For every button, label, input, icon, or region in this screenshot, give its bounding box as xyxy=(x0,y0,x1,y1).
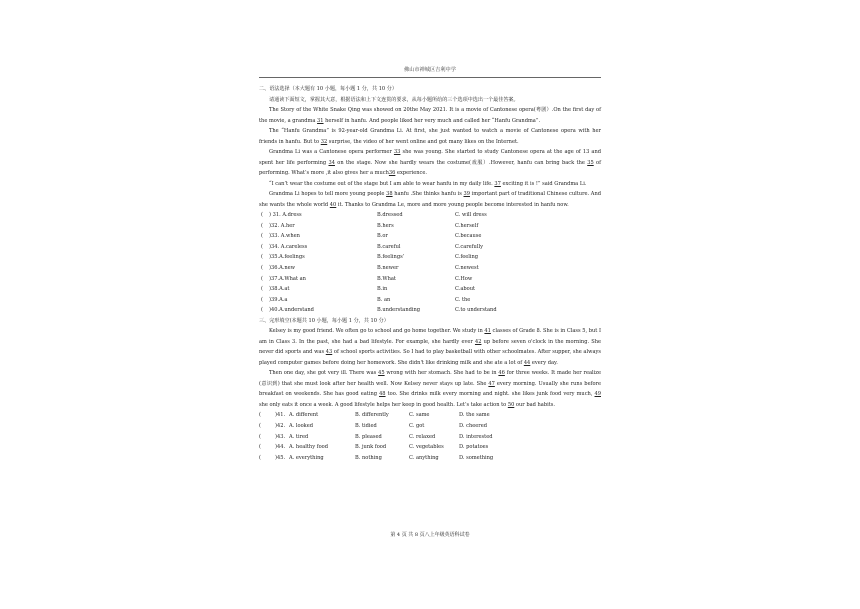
blank-number: 36 xyxy=(388,170,396,176)
passage-text: Kelsey is my good friend. We often go to school and go home together. We study in xyxy=(269,328,485,335)
option-num: )32. A.her xyxy=(269,222,295,229)
option-num: )39.A.a xyxy=(269,296,288,303)
blank-number: 42 xyxy=(474,338,482,345)
passage-text: wrong with her stomach. She had to be in xyxy=(384,370,499,377)
section-title: 三、完形填空(本题共 10 小题，每小题 1 分，共 10 分） xyxy=(259,317,389,324)
answer-paren: ( xyxy=(261,264,263,271)
answer-paren: ( xyxy=(259,444,261,451)
option-c: C. the xyxy=(455,296,471,303)
option-a: A. everything xyxy=(289,454,324,461)
option-c: C.to understand xyxy=(455,307,497,314)
passage-text: up before seven o'clock in the morning. She never did sports and was xyxy=(259,338,602,356)
passage-text: The Story of the White Snake Qing was showed on 20the May 2021. It is a movie of Cantonese opera(粤剧）.On the first day of the movie, a grandma xyxy=(259,107,601,124)
section-instruction: 请通读下面短文，掌握其大意，根据语法和上下文连贯的要求，从每小题所给的三个选项中选出一个最佳答案。 xyxy=(269,96,519,103)
passage-text: classes of Grade 8. She is in Class 5, but I am in Class 3. In the past, she had a bad lifestyle. For example, she hardly ever xyxy=(259,328,601,345)
blank-number: 31 xyxy=(317,117,324,124)
option-c: C. vegetables xyxy=(409,444,444,451)
passage-text: every day. xyxy=(530,359,558,366)
paragraph xyxy=(259,147,601,179)
option-c: C. will dress xyxy=(455,212,487,218)
section-title: 二、语法选择（本大题有 10 小题，每小题 1 分，共 10 分） xyxy=(259,86,397,92)
answer-paren: ( xyxy=(259,433,261,440)
option-c: C.carefully xyxy=(455,243,483,250)
exam-page xyxy=(259,60,601,549)
option-b: B. an xyxy=(377,296,391,303)
passage-text: important part of traditional Chinese culture. And she wants the whole world xyxy=(259,191,602,208)
page-footer: 第 4 页 共 8 页八上年级英语科试卷 xyxy=(390,532,470,538)
option-row xyxy=(259,410,601,421)
option-b: B.dressed xyxy=(377,212,403,218)
option-num: )36.A.new xyxy=(269,264,296,271)
option-c: C.How xyxy=(455,275,473,282)
option-b: B.What xyxy=(377,275,396,282)
answer-paren: ( xyxy=(261,243,263,250)
blank-number: 39 xyxy=(463,191,470,197)
blank-number: 46 xyxy=(498,370,505,377)
passage-text: she was young. She started to study Cantonese opera at the age of 13 and spent her life performing xyxy=(259,149,601,166)
answer-paren: ( xyxy=(261,233,263,240)
option-c: C.about xyxy=(455,286,476,293)
blank-number: 37 xyxy=(494,180,501,187)
option-num: )42. xyxy=(275,423,286,430)
option-c: C. relaxed xyxy=(409,433,436,440)
passage-text: she only eats it once a week. A good lifestyle helps her keep in good health. Let’s take action to xyxy=(259,401,508,408)
option-row xyxy=(259,210,601,221)
passage-text: “I can’t wear the costume out of the stage but I am able to wear hanfu in my daily life. xyxy=(269,180,495,187)
blank-number: 50 xyxy=(507,401,515,408)
blank-number: 48 xyxy=(379,391,386,398)
answer-paren: ( xyxy=(261,296,263,303)
blank-number: 32 xyxy=(320,138,328,145)
option-row xyxy=(259,231,601,242)
option-b: B.understanding xyxy=(377,307,421,314)
option-d: D. potatoes xyxy=(459,444,489,451)
passage-text: every morning. Usually she runs before breakfast on weekends. She has good eating xyxy=(259,380,601,398)
answer-paren: ( xyxy=(261,286,263,293)
option-a: A. healthy food xyxy=(289,444,328,451)
blank-number: 41 xyxy=(484,328,491,335)
option-row xyxy=(259,252,601,263)
passage xyxy=(259,105,601,210)
section-grammar xyxy=(259,84,601,316)
option-row xyxy=(259,295,601,306)
option-num: ) 31. A.dress xyxy=(269,212,302,218)
option-b: B.in xyxy=(377,286,388,293)
blank-number: 35 xyxy=(587,159,594,166)
page-header: 佛山市禅城区吉利中学 xyxy=(404,67,456,73)
passage-text: for three weeks. It made her realize (意识到) that she must look after her health well. Now Kelsey never stays up late. She xyxy=(259,370,601,387)
passage-text: hanfu .She thinks hanfu is xyxy=(392,191,464,197)
option-b: B.feelings’ xyxy=(377,254,405,261)
option-b: B.newer xyxy=(377,264,399,271)
answer-paren: ( xyxy=(259,454,261,461)
passage-text: on the stage. Now she hardly wears the costume(戏服）.However, hanfu can bring back the xyxy=(334,159,588,166)
passage xyxy=(259,326,601,410)
passage-text: herself in hanfu. And people liked her very much and called her “Hanfu Grandma”. xyxy=(323,117,541,124)
answer-paren: ( xyxy=(259,423,261,430)
option-num: )33. A.when xyxy=(269,233,300,240)
option-row xyxy=(259,242,601,253)
option-c: C. same xyxy=(409,412,430,419)
option-num: )45. xyxy=(275,454,286,461)
answer-paren: ( xyxy=(261,222,263,229)
option-d: D. something xyxy=(459,454,494,461)
option-c: C.herself xyxy=(455,222,479,229)
option-row xyxy=(259,263,601,274)
blank-number: 45 xyxy=(378,370,385,377)
option-b: B. differently xyxy=(355,412,389,419)
answer-paren: ( xyxy=(261,307,263,314)
header-divider xyxy=(259,77,601,78)
option-num: )43. xyxy=(275,433,286,440)
blank-number: 43 xyxy=(325,349,333,356)
passage-text: too. She drinks milk every morning and night. she likes junk food very much, xyxy=(385,391,595,398)
option-c: C.because xyxy=(455,233,482,240)
option-a: A. different xyxy=(289,412,319,419)
option-row xyxy=(259,442,601,453)
passage-text: of performing. What’s more ,it also gives her a much xyxy=(259,159,601,176)
option-row xyxy=(259,432,601,443)
option-c: C. got xyxy=(409,423,425,430)
option-row xyxy=(259,284,601,295)
paragraph xyxy=(259,179,601,190)
option-num: )38.A.at xyxy=(269,286,290,293)
paragraph xyxy=(259,189,601,210)
option-num: )41. xyxy=(275,412,286,419)
option-b: B.careful xyxy=(377,243,401,250)
option-d: D. cheered xyxy=(459,423,488,430)
option-b: B. tidied xyxy=(355,423,377,430)
passage-text: Then one day, she got very ill. There was xyxy=(269,370,379,377)
passage-text: surprise, the video of her went online and got many likes on the Internet. xyxy=(327,138,519,145)
answer-paren: ( xyxy=(259,412,261,419)
blank-number: 44 xyxy=(523,359,531,366)
option-a: A. tired xyxy=(289,433,309,440)
paragraph xyxy=(259,105,601,126)
option-row xyxy=(259,305,601,316)
answer-paren: ( xyxy=(261,275,263,282)
option-b: B. junk food xyxy=(355,444,387,451)
option-row xyxy=(259,221,601,232)
options-list xyxy=(259,210,601,316)
option-num: )44. xyxy=(275,444,286,451)
paragraph xyxy=(259,368,601,410)
blank-number: 47 xyxy=(488,380,495,387)
option-b: B.hers xyxy=(377,222,394,229)
option-num: )37.A.What an xyxy=(269,275,306,282)
paragraph xyxy=(259,126,601,147)
passage-text: experience. xyxy=(395,170,428,176)
option-c: C.feeling xyxy=(455,254,479,261)
options-list xyxy=(259,410,601,463)
option-d: D. interested xyxy=(459,433,493,440)
option-a: A. looked xyxy=(289,423,314,430)
option-d: D. the same xyxy=(459,412,490,419)
answer-paren: ( xyxy=(261,254,263,261)
option-row xyxy=(259,274,601,285)
option-c: C.newest xyxy=(455,264,479,271)
section-cloze xyxy=(259,316,601,463)
option-b: B. nothing xyxy=(355,454,382,461)
passage-text: Grandma Li was a Cantonese opera performer xyxy=(269,149,394,155)
blank-number: 34 xyxy=(328,159,335,166)
blank-number: 33 xyxy=(393,149,401,155)
passage-text: exciting it is !” said Grandma Li. xyxy=(500,180,587,187)
paragraph xyxy=(259,326,601,368)
passage-text: it. Thanks to Grandma Le, more and more young people become interested in hanfu now. xyxy=(336,201,569,208)
blank-number: 38 xyxy=(386,191,393,197)
option-num: )40.A.understand xyxy=(269,307,314,314)
option-num: )34. A.careless xyxy=(269,243,308,250)
option-num: )35.A.feelings xyxy=(269,254,305,261)
passage-text: Grandma Li hopes to tell more young people xyxy=(269,191,387,197)
option-row xyxy=(259,421,601,432)
option-c: C. anything xyxy=(409,454,439,461)
passage-text: our bad habits. xyxy=(514,401,555,408)
option-row xyxy=(259,453,601,464)
blank-number: 49 xyxy=(594,391,601,398)
passage-text: of school sports activities. So I had to play basketball with other schoolmates. After supper, she always played computer games before doing her homework. She didn't like drinking milk and she ate a lot of xyxy=(259,349,601,366)
option-b: B. pleased xyxy=(355,433,382,440)
option-b: B.or xyxy=(377,233,388,240)
passage-text: The “Hanfu Grandma” is 92-year-old Grandma Li. At first, she just wanted to watch a movie of Cantonese opera with her friends in hanfu. But to xyxy=(259,128,601,145)
blank-number: 40 xyxy=(329,201,337,208)
answer-paren: ( xyxy=(261,212,263,218)
